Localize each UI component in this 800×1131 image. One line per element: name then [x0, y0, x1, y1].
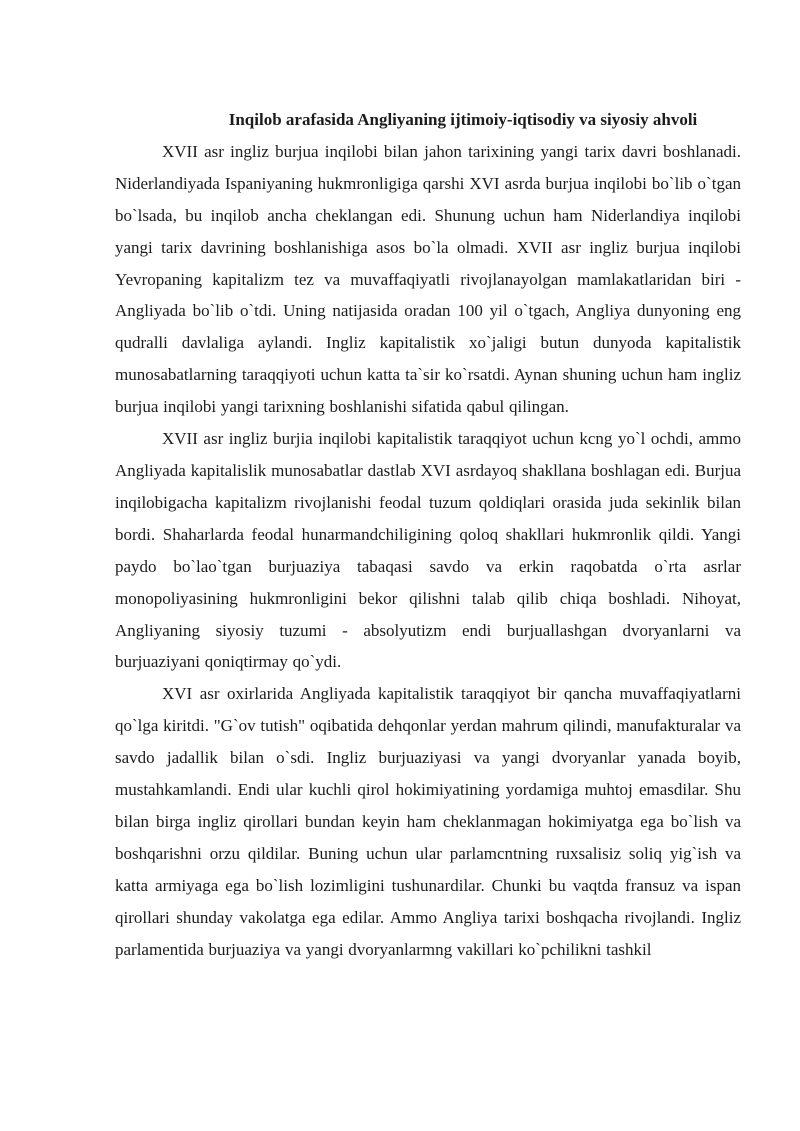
document-title: Inqilob arafasida Angliyaning ijtimoiy-iqtisodiy va siyosiy ahvoli — [228, 110, 698, 129]
paragraph-1: XVII asr ingliz burjua inqilobi bilan jahon tarixining yangi tarix davri boshlanadi. Niderlandiyada Ispaniyaning hukmronligiga qarshi XVI asrda burjua inqilobi bo`lib o`tgan bo`lsada, bu inqilob ancha cheklangan edi. Shunung uchun ham Niderlandiya inqilobi yangi tarix davrining boshlanishiga asos bo`la olmadi. XVII asr ingliz burjua inqilobi Yevropaning kapitalizm tez va muvaffaqiyatli rivojlanayolgan mamlakatlaridan biri - Angliyada bo`lib o`tdi. Uning natijasida oradan 100 yil o`tgach, Angliya dunyoning eng qudralli davlaliga aylandi. Ingliz kapitalistik xo`jaligi butun dunyoda kapitalistik munosabatlarning taraqqiyoti uchun katta ta`sir ko`rsatdi. Aynan shuning uchun ham ingliz burjua inqilobi yangi tarixning boshlanishi sifatida qabul qilingan. — [115, 141, 741, 417]
paragraph-3: XVI asr oxirlarida Angliyada kapitalistik taraqqiyot bir qancha muvaffaqiyatlarni qo`lga kiritdi. "G`ov tutish" oqibatida dehqonlar yerdan mahrum qilindi, manufakturalar va savdo jadallik bilan o`sdi. Ingliz burjuaziyasi va yangi dvoryanlar yanada boyib, mustahkamlandi. Endi ular kuchli qirol hokimiyatining yordamiga muhtoj emasdilar. Shu bilan birga ingliz qirollari bundan keyin ham cheklanmagan hokimiyatga ega bo`lish va boshqarishni orzu qildilar. Buning uchun ular parlamcntning ruxsalisiz soliq yig`ish va katta armiyaga ega bo`lish lozimligini tushunardilar. Chunki bu vaqtda fransuz va ispan qirollari shunday vakolatga ega edilar. Ammo Angliya tarixi boshqacha rivojlandi. Ingliz parlamentida burjuaziya va yangi dvoryanlarmng vakillari ko`pchilikni tashkil — [115, 684, 741, 959]
paragraph-2: XVII asr ingliz burjia inqilobi kapitalistik taraqqiyot uchun kcng yo`l ochdi, ammo Angliyada kapitalislik munosabatlar dastlab XVI asrdayoq shakllana boshlagan edi. Burjua inqilobigacha kapitalizm rivojlanishi feodal tuzum qoldiqlari orasida juda sekinlik bilan bordi. Shaharlarda feodal hunarmandchiligining qoloq shakllari hukmronlik qildi. Yangi paydo bo`lao`tgan burjuaziya tabaqasi savdo va erkin raqobatda o`rta asrlar monopoliyasining hukmronligini bekor qilishni talab qilib chiqa boshladi. Nihoyat, Angliyaning siyosiy tuzumi - absolyutizm endi burjuallashgan dvoryanlarni va burjuaziyani qoniqtirmay qo`ydi. — [115, 429, 741, 672]
document-page — [115, 104, 741, 965]
